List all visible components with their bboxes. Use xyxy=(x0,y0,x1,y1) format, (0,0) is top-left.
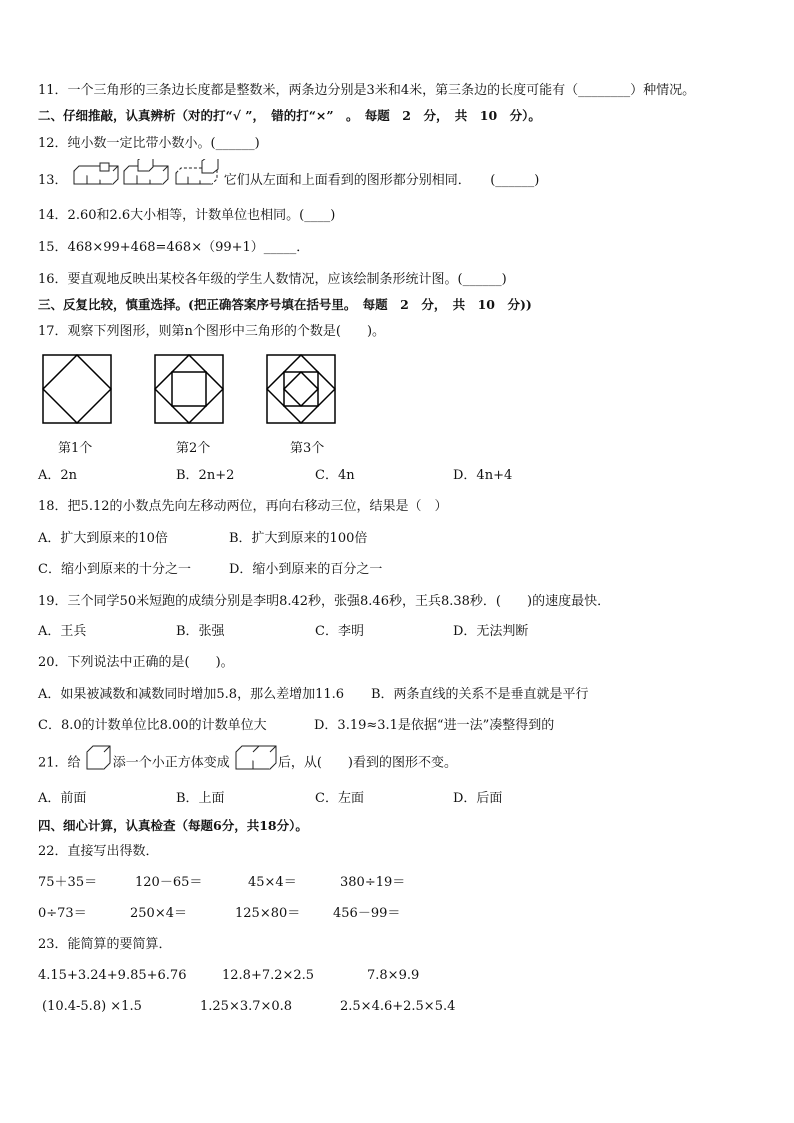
q17-option-a: A．2n xyxy=(38,468,78,483)
q20-option-c: C．8.0的计数单位比8.00的计数单位大 xyxy=(38,718,267,733)
question-12: 12．纯小数一定比带小数小。(______) xyxy=(38,136,260,151)
q18-option-c: C．缩小到原来的十分之一 xyxy=(38,562,191,577)
q22-item-2: 120－65＝ xyxy=(135,875,203,890)
q20-option-d: D．3.19≈3.1是依据“进一法”凑整得到的 xyxy=(314,718,555,733)
question-22: 22．直接写出得数． xyxy=(38,844,159,859)
two-cubes-icon xyxy=(234,744,278,772)
figure-caption-1: 第1个 xyxy=(58,441,93,456)
q18-option-d: D．缩小到原来的百分之一 xyxy=(229,562,383,577)
q23-item-2: 12.8+7.2×2.5 xyxy=(222,968,315,983)
question-21-part-3: 后，从( )看到的图形不变。 xyxy=(277,755,457,771)
q22-item-3: 45×4＝ xyxy=(248,875,297,890)
question-20: 20．下列说法中正确的是( )。 xyxy=(38,655,234,670)
q20-option-a: A．如果被减数和减数同时增加5.8，那么差增加11.6 xyxy=(38,687,345,702)
q22-item-4: 380÷19＝ xyxy=(340,875,406,890)
q23-item-3: 7.8×9.9 xyxy=(367,968,420,983)
question-21-part-2: 添一个小正方体变成 xyxy=(112,755,230,771)
question-21-part-1: 21．给 xyxy=(38,755,81,771)
question-13-text: 它们从左面和上面看到的图形都分别相同． (______) xyxy=(223,173,540,188)
q20-option-b: B．两条直线的关系不是垂直就是平行 xyxy=(371,687,589,702)
question-21 xyxy=(38,754,457,773)
q23-item-4: (10.4-5.8) ×1.5 xyxy=(42,999,142,1014)
question-19: 19．三个同学50米短跑的成绩分别是李明8.42秒，张强8.46秒，王兵8.38秒．( )的速度最快． xyxy=(38,594,611,609)
q21-option-c: C．左面 xyxy=(315,791,364,806)
section-4-heading: 四、细心计算，认真检查（每题6分，共18分）。 xyxy=(38,818,308,833)
q17-option-d: D．4n+4 xyxy=(453,468,513,483)
section-3-heading: 三、反复比较，慎重选择。(把正确答案序号填在括号里。 每题 2 分， 共 10 分)) xyxy=(38,297,532,312)
question-11: 11．一个三角形的三条边长度都是整数米，两条边分别是3米和4米，第三条边的长度可能有（________）种情况。 xyxy=(38,83,696,98)
q23-item-1: 4.15+3.24+9.85+6.76 xyxy=(38,968,187,983)
q22-item-7: 125×80＝ xyxy=(235,906,301,921)
figure-caption-3: 第3个 xyxy=(290,441,325,456)
q22-item-5: 0÷73＝ xyxy=(38,906,87,921)
pattern-figure-2 xyxy=(154,354,224,424)
section-2-heading: 二、仔细推敲，认真辨析（对的打“√ ”， 错的打“×” 。 每题 2 分， 共 10 分）。 xyxy=(38,108,541,123)
q21-option-d: D．后面 xyxy=(453,791,503,806)
q18-option-a: A．扩大到原来的10倍 xyxy=(38,531,168,546)
question-18: 18．把5.12的小数点先向左移动两位，再向右移动三位，结果是（ ） xyxy=(38,499,448,514)
question-23: 23．能简算的要简算． xyxy=(38,937,172,952)
pattern-figure-3 xyxy=(266,354,336,424)
question-17: 17．观察下列图形，则第n个图形中三角形的个数是( )。 xyxy=(38,324,386,339)
pattern-figure-1 xyxy=(42,354,112,424)
q21-option-a: A．前面 xyxy=(38,791,87,806)
q22-item-8: 456－99＝ xyxy=(333,906,401,921)
cube-figures-q13 xyxy=(72,159,224,189)
q18-option-b: B．扩大到原来的100倍 xyxy=(229,531,368,546)
q19-option-d: D．无法判断 xyxy=(453,624,529,639)
question-13-number: 13． xyxy=(38,173,68,188)
question-15: 15．468×99+468=468×（99+1）_____． xyxy=(38,240,310,255)
q21-option-b: B．上面 xyxy=(176,791,225,806)
q23-item-6: 2.5×4.6+2.5×5.4 xyxy=(340,999,456,1014)
figure-caption-2: 第2个 xyxy=(176,441,211,456)
q22-item-6: 250×4＝ xyxy=(130,906,187,921)
single-cube-icon xyxy=(85,744,113,772)
q19-option-b: B．张强 xyxy=(176,624,225,639)
q19-option-c: C．李明 xyxy=(315,624,364,639)
q22-item-1: 75＋35＝ xyxy=(38,875,98,890)
question-16: 16．要直观地反映出某校各年级的学生人数情况，应该绘制条形统计图。(______) xyxy=(38,272,507,287)
q17-option-b: B．2n+2 xyxy=(176,468,235,483)
question-14: 14．2.60和2.6大小相等，计数单位也相同。(____) xyxy=(38,208,336,223)
q17-option-c: C．4n xyxy=(315,468,355,483)
q19-option-a: A．王兵 xyxy=(38,624,87,639)
q23-item-5: 1.25×3.7×0.8 xyxy=(200,999,293,1014)
question-13 xyxy=(38,172,539,190)
